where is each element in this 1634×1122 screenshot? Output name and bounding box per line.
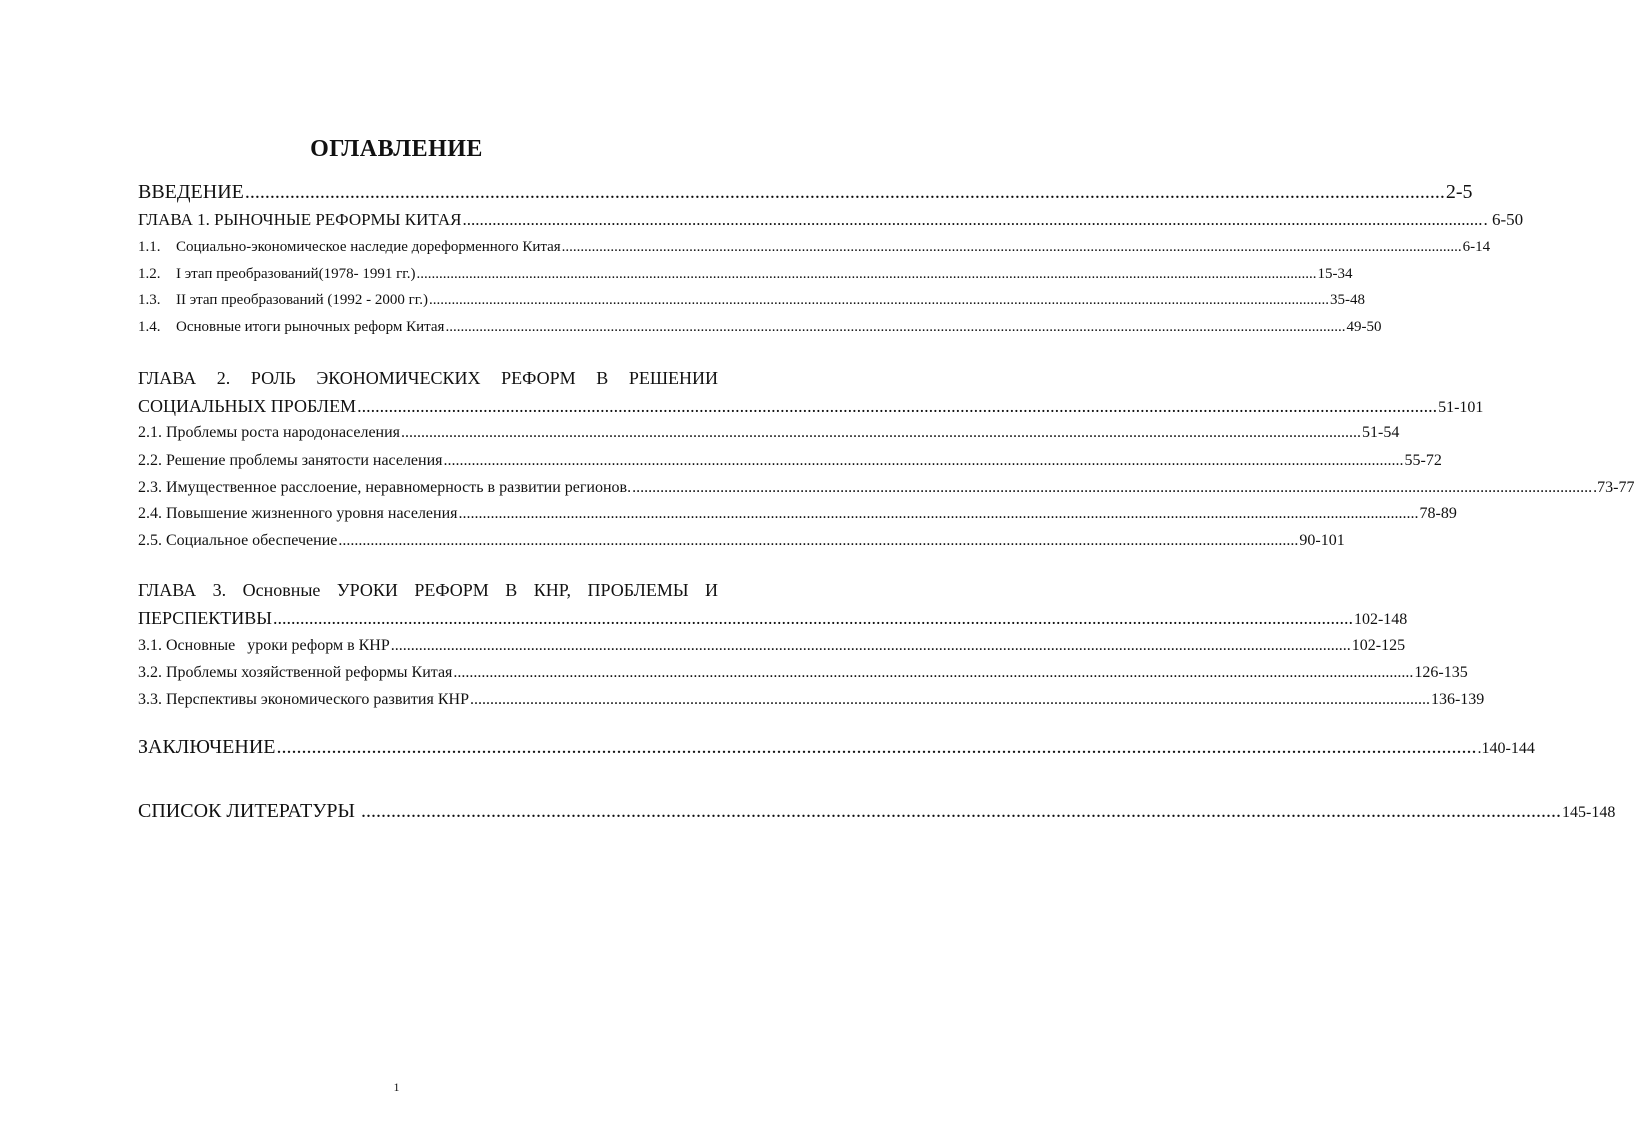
leader-dots: ................................................................................................................................................................................................................................................	[445, 319, 1346, 335]
toc-entry-label: СОЦИАЛЬНЫХ ПРОБЛЕМ	[138, 396, 357, 416]
toc-entry-pages: .140-144	[1477, 740, 1535, 757]
toc-entry-label: ЗАКЛЮЧЕНИЕ	[138, 736, 276, 758]
section-label: 2.3. Имущественное расслоение, неравномерность в развитии регионов.	[138, 479, 632, 496]
toc-entry-intro	[138, 180, 1473, 204]
toc-chapter-3-heading: ГЛАВА 3. Основные УРОКИ РЕФОРМ В КНР, ПРОБЛЕМЫ И	[138, 580, 718, 600]
leader-dots: ................................................................................................................................................................................................................................................	[360, 800, 1561, 822]
section-label: 3.3. Перспективы экономического развития КНР	[138, 691, 469, 708]
section-number: 1.2.	[138, 266, 161, 282]
toc-section-1-2	[138, 264, 1353, 284]
leader-dots: ................................................................................................................................................................................................................................................	[357, 396, 1438, 416]
section-number: 1.4.	[138, 319, 161, 335]
section-label: 2.1. Проблемы роста народонаселения	[138, 424, 401, 441]
leader-dots: ................................................................................................................................................................................................................................................	[561, 239, 1462, 255]
section-pages: 78-89	[1419, 505, 1457, 522]
leader-dots: ................................................................................................................................................................................................................................................	[390, 637, 1351, 654]
leader-dots: ................................................................................................................................................................................................................................................	[416, 266, 1317, 282]
toc-section-1-1	[138, 237, 1491, 257]
toc-entry-conclusion	[138, 735, 1535, 761]
toc-entry-pages: 51-101	[1438, 399, 1484, 416]
section-pages: 51-54	[1362, 424, 1400, 441]
toc-entry-chapter-3	[138, 606, 1408, 632]
toc-section-2-5	[138, 530, 1345, 552]
toc-section-2-4	[138, 503, 1457, 525]
section-label: 3.1. Основные уроки реформ в КНР	[138, 637, 390, 654]
section-pages: 90-101	[1299, 532, 1345, 549]
toc-entry-literature	[138, 799, 1616, 825]
section-number: 1.1.	[138, 239, 161, 255]
section-label: 2.4. Повышение жизненного уровня населения	[138, 505, 458, 522]
leader-dots: ................................................................................................................................................................................................................................................	[462, 210, 1483, 229]
section-pages: 102-125	[1351, 637, 1406, 654]
toc-section-2-1	[138, 422, 1400, 444]
leader-dots: ................................................................................................................................................................................................................................................	[458, 505, 1419, 522]
section-pages: 126-135	[1414, 664, 1468, 681]
leader-dots: ................................................................................................................................................................................................................................................	[469, 691, 1430, 708]
section-pages: 35-48	[1329, 292, 1365, 308]
leader-dots: ................................................................................................................................................................................................................................................	[428, 292, 1329, 308]
leader-dots: ................................................................................................................................................................................................................................................	[453, 664, 1414, 681]
leader-dots: ................................................................................................................................................................................................................................................	[401, 424, 1362, 441]
toc-entry-pages: . 6-50	[1483, 210, 1524, 229]
toc-section-3-2	[138, 662, 1468, 684]
section-label: I этап преобразований(1978- 1991 гг.)	[176, 266, 416, 282]
toc-entry-label: ПЕРСПЕКТИВЫ	[138, 608, 272, 628]
section-pages: 49-50	[1346, 319, 1382, 335]
toc-entry-pages: 2-5	[1445, 181, 1473, 203]
toc-section-1-3	[138, 290, 1365, 310]
page-title: ОГЛАВЛЕНИЕ	[310, 136, 483, 162]
toc-entry-pages: 145-148	[1561, 804, 1616, 821]
leader-dots: ................................................................................................................................................................................................................................................	[244, 181, 1445, 203]
toc-chapter-2-heading: ГЛАВА 2. РОЛЬ ЭКОНОМИЧЕСКИХ РЕФОРМ В РЕШЕНИИ	[138, 368, 718, 388]
toc-section-2-3	[138, 477, 1634, 499]
section-label: 2.2. Решение проблемы занятости населения	[138, 452, 443, 469]
leader-dots: ................................................................................................................................................................................................................................................	[272, 608, 1353, 628]
toc-entry-chapter-1	[138, 209, 1524, 231]
toc-section-3-1	[138, 635, 1406, 657]
toc-entry-pages: 102-148	[1353, 611, 1408, 628]
section-pages: 15-34	[1317, 266, 1353, 282]
section-pages: 6-14	[1462, 239, 1491, 255]
leader-dots: ................................................................................................................................................................................................................................................	[276, 736, 1477, 758]
section-number: 1.3.	[138, 292, 161, 308]
section-label: 2.5. Социальное обеспечение	[138, 532, 338, 549]
page-number: 1	[393, 1080, 400, 1094]
section-pages: 55-72	[1404, 452, 1442, 469]
toc-entry-chapter-2	[138, 394, 1484, 420]
section-label: II этап преобразований (1992 - 2000 гг.)	[176, 292, 428, 308]
toc-section-1-4	[138, 317, 1382, 337]
leader-dots: ................................................................................................................................................................................................................................................	[632, 479, 1593, 496]
section-pages: .73-77	[1593, 479, 1634, 496]
leader-dots: ................................................................................................................................................................................................................................................	[338, 532, 1299, 549]
toc-section-2-2	[138, 450, 1442, 472]
toc-entry-label: ГЛАВА 1. РЫНОЧНЫЕ РЕФОРМЫ КИТАЯ	[138, 210, 462, 229]
leader-dots: ................................................................................................................................................................................................................................................	[443, 452, 1404, 469]
toc-entry-label: ВВЕДЕНИЕ	[138, 181, 244, 203]
section-label: Социально-экономическое наследие дореформенного Китая	[176, 239, 561, 255]
section-label: Основные итоги рыночных реформ Китая	[176, 319, 445, 335]
toc-section-3-3	[138, 689, 1485, 711]
section-pages: 136-139	[1430, 691, 1485, 708]
toc-entry-label: СПИСОК ЛИТЕРАТУРЫ	[138, 800, 355, 822]
section-label: 3.2. Проблемы хозяйственной реформы Китая	[138, 664, 453, 681]
